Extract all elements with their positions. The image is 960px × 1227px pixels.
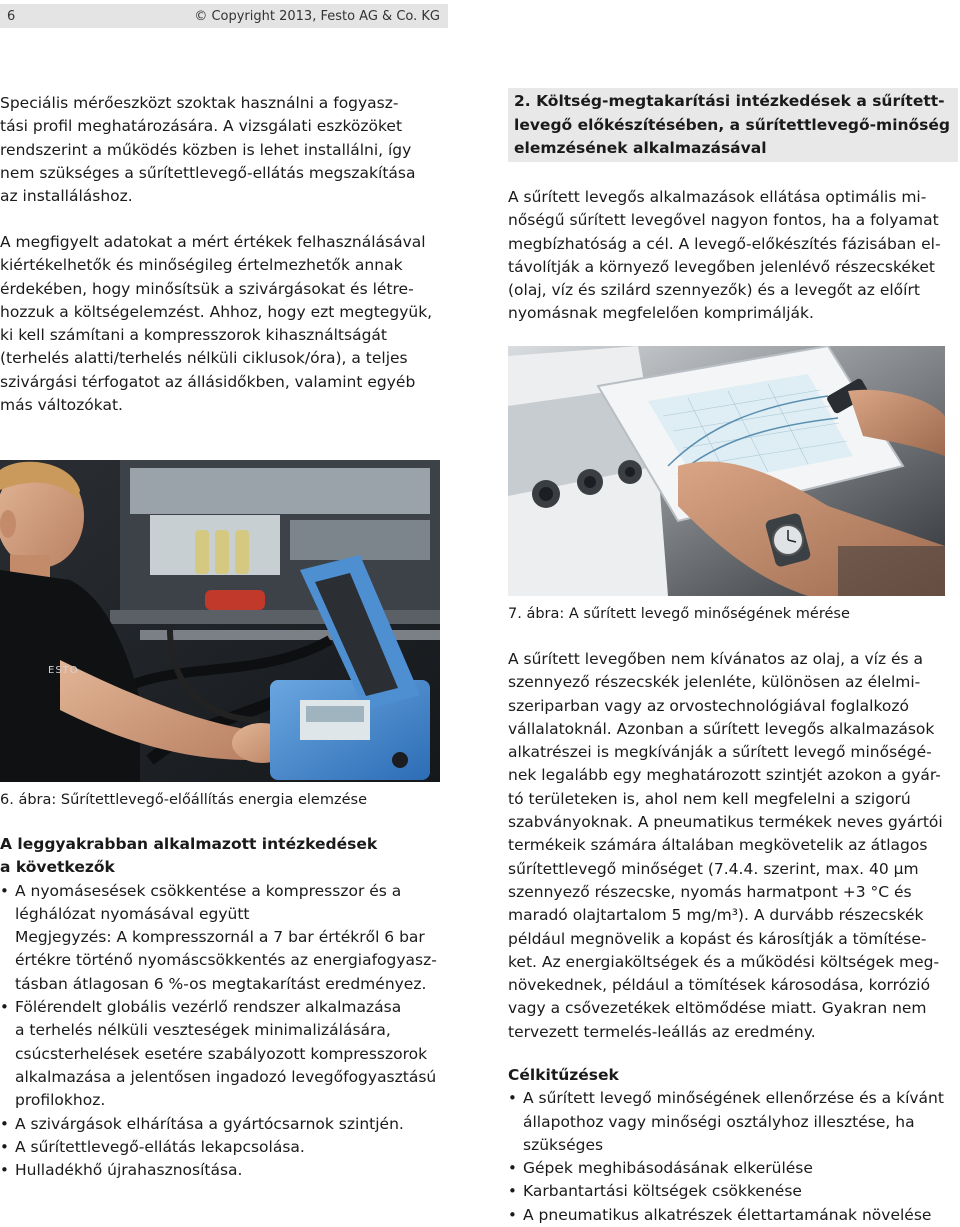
section-title-box [508, 88, 958, 162]
list-item: • Karbantartási költségek csökkenése [508, 1180, 958, 1203]
figure-7-photo [508, 346, 945, 596]
copyright-notice: © Copyright 2013, Festo AG & Co. KG [194, 9, 440, 24]
figure-7-caption: 7. ábra: A sűrített levegő minőségének mérése [508, 606, 850, 622]
goals-list [508, 1087, 958, 1227]
left-intro [0, 92, 452, 208]
right-intro [508, 186, 958, 326]
list-item: • A sűrítettlevegő-ellátás lekapcsolása. [0, 1136, 460, 1159]
list-item: • Gépek meghibásodásának elkerülése [508, 1157, 958, 1180]
list-item: • A pneumatikus alkatrészek élettartamának növelése [508, 1204, 958, 1227]
list-item: • Hulladékhő újrahasznosítása. [0, 1159, 460, 1182]
goals-heading: Célkitűzések [508, 1066, 619, 1084]
right-paragraph-1: A sűrített levegős alkalmazások ellátása optimális mi- nőségű sűrített levegővel nagyon fontos, ha a folyamat megbízhatóság a cél. A levegő-előkészítés fázisában el- távolítják a környező levegőben jelenlévő részecskéket (olaj, víz és szilárd szennyezők) és a levegőt az előírt nyomásnak megfelelően komprimálják. [508, 188, 941, 323]
shirt-logo: ESTO [48, 665, 79, 676]
page-header [0, 4, 448, 28]
right-body [508, 648, 958, 1044]
page-number: 6 [7, 9, 16, 24]
figure-6-photo [0, 460, 440, 782]
list-item: • A nyomásesések csökkentése a kompresszor és a léghálózat nyomásával együtt Megjegyzés: A kompresszornál a 7 bar értékről 6 bar értékre történő nyomáscsökkentés az energiafogyasz- tásban átlagosan 6 %-os megtakarítást eredményez. [0, 880, 460, 996]
measures-section [0, 833, 460, 1182]
measures-list [0, 880, 460, 1183]
list-item: • Fölérendelt globális vezérlő rendszer alkalmazása a terhelés nélküli veszteségek minimalizálására, csúcsterhelések esetére szabályozott kompresszorok alkalmazása a jelentősen ingadozó levegőfogyasztású profilokhoz. [0, 996, 460, 1112]
left-paragraph-2: A megfigyelt adatokat a mért értékek felhasználásával kiértékelhetők és minőségileg értelmezhetők annak érdekében, hogy minősítsük a szivárgásokat és létre- hozzuk a költségelemzést. Ahhoz, hogy ezt megtegyük, ki kell számítani a kompresszorok kihasználtságát (terhelés alatti/terhelés nélküli ciklusok/óra), a teljes szivárgási térfogatot az állásidőkben, valamint egyéb más változókat. [0, 233, 433, 415]
section-title: 2. Költség-megtakarítási intézkedések a sűrített- levegő előkészítésében, a sűrítettlevegő-minőség elemzésének alkalmazásával [514, 92, 951, 157]
left-analysis [0, 231, 452, 417]
left-paragraph-1: Speciális mérőeszközt szoktak használni a fogyasz- tási profil meghatározására. A vizsgálati eszközöket rendszerint a működés közben is lehet installálni, így nem szükséges a sűrítettlevegő-ellátás megszakítása az installáláshoz. [0, 94, 416, 206]
list-item: • A szivárgások elhárítása a gyártócsarnok szintjén. [0, 1113, 460, 1136]
goals-section [508, 1064, 958, 1227]
figure-6-caption: 6. ábra: Sűrítettlevegő-előállítás energia elemzése [0, 792, 367, 808]
measures-heading: A leggyakrabban alkalmazott intézkedések a következők [0, 835, 378, 877]
list-item: • A sűrített levegő minőségének ellenőrzése és a kívánt állapothoz vagy minőségi osztályhoz illesztése, ha szükséges [508, 1087, 958, 1157]
right-paragraph-2: A sűrített levegőben nem kívánatos az olaj, a víz és a szennyező részecskék jelenléte, különösen az élelmi- szeriparban vagy az orvostechnológiával foglalkozó vállalatoknál. Azonban a sűrített levegős alkalmazások alkatrészei is megkívánják a sűrített levegő minőségé- nek legalább egy meghatározott szintjét azokon a gyár- tó területeken is, ahol nem kell megfelelni a szigorú szabványoknak. A pneumatikus termékek neves gyártói termékeik számára általában megkövetelik az átlagos sűrítettlevegő minőséget (7.4.4. szerint, max. 40 µm szennyező részecske, nyomás harmatpont +3 °C és maradó olajtartalom 5 mg/m³). A durvább részecskék például megnövelik a kopást és károsítják a tömítése- ket. Az energiaköltségek és a működési költségek meg- növekednek, például a tömítések károsodása, korrózió vagy a csővezetékek eltömődése miatt. Gyakran nem tervezett termelés-leállás az eredmény. [508, 650, 943, 1041]
